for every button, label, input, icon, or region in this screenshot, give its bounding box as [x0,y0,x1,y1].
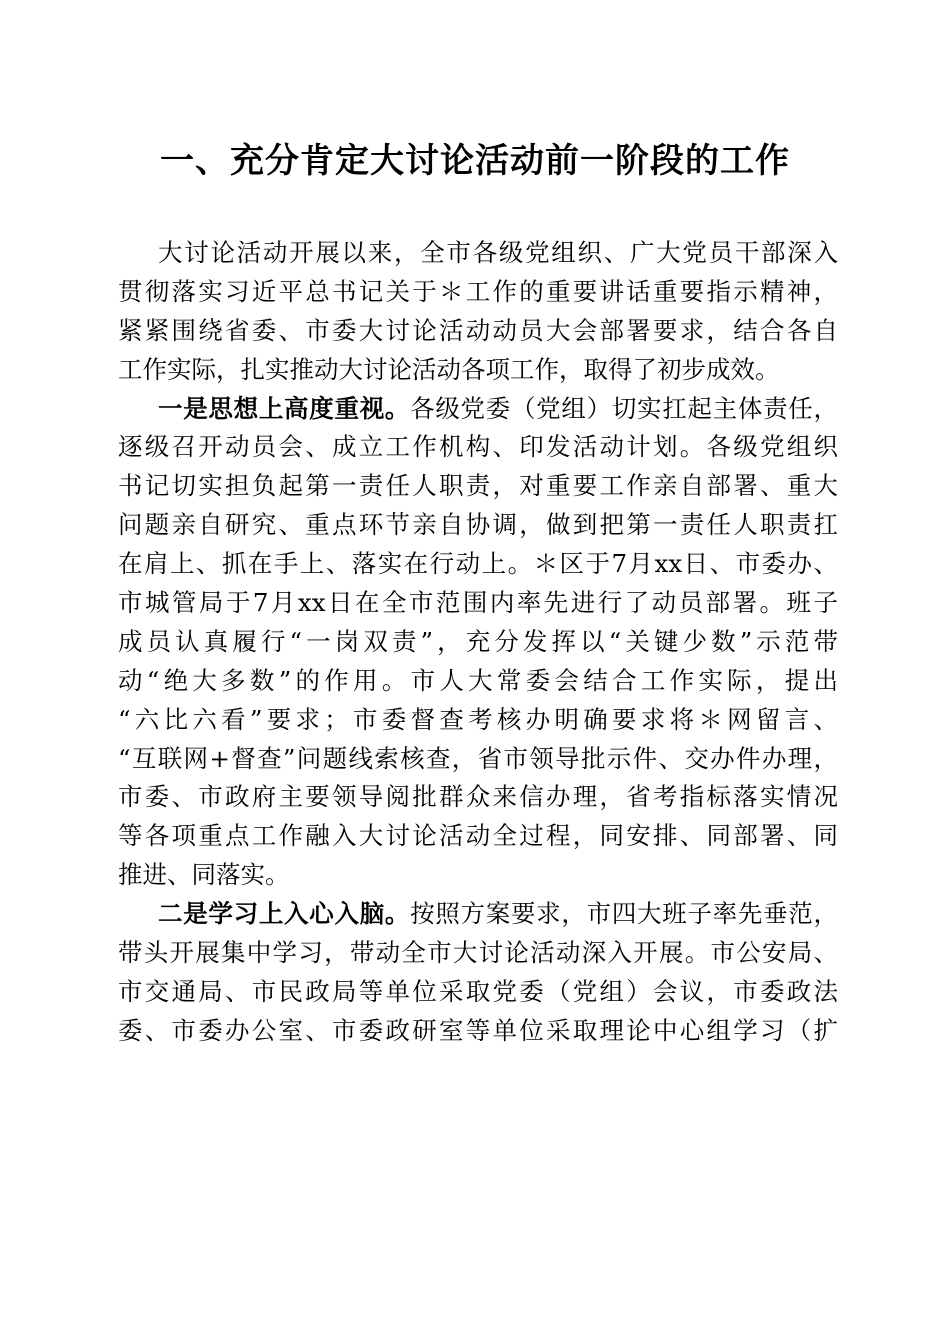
paragraph-intro [118,234,838,390]
text-line: 市交通局、市民政局等单位采取党委（党组）会议，市委政法 [118,976,838,1006]
paragraph-lead-rest: 按照方案要求，市四大班子率先垂范， [410,899,839,929]
section-heading: 一、充分肯定大讨论活动前一阶段的工作 [160,141,790,181]
text-line: 成员认真履行“一岗双责”，充分发挥以“关键少数”示范带 [118,626,838,656]
text-line: 市委、市政府主要领导阅批群众来信办理，省考指标落实情况 [118,782,838,812]
text-line: 问题亲自研究、重点环节亲自协调，做到把第一责任人职责扛 [118,510,838,540]
text-line: 紧紧围绕省委、市委大讨论活动动员大会部署要求，结合各自 [118,315,838,345]
paragraph-thought [118,390,838,896]
text-line: 带头开展集中学习，带动全市大讨论活动深入开展。市公安局、 [118,938,838,968]
text-line: 市城管局于7月xx日在全市范围内率先进行了动员部署。班子 [118,588,838,618]
text-line: 贯彻落实习近平总书记关于＊工作的重要讲话重要指示精神， [118,276,838,306]
text-line [118,895,838,934]
text-line [118,390,838,429]
text-line: 等各项重点工作融入大讨论活动全过程，同安排、同部署、同 [118,821,838,851]
text-line: 逐级召开动员会、成立工作机构、印发活动计划。各级党组织 [118,432,838,462]
paragraph-lead: 二是学习上入心入脑。 [158,899,411,929]
text-line: 委、市委办公室、市委政研室等单位采取理论中心组学习（扩 [118,1015,838,1045]
text-line: 动“绝大多数”的作用。市人大常委会结合工作实际，提出 [118,665,838,695]
text-line: 书记切实担负起第一责任人职责，对重要工作亲自部署、重大 [118,471,838,501]
text-line: 大讨论活动开展以来，全市各级党组织、广大党员干部深入 [158,238,838,267]
paragraph-lead-rest: 各级党委（党组）切实扛起主体责任， [410,393,839,423]
text-line: 推进、同落实。 [118,860,290,890]
text-line: 工作实际，扎实推动大讨论活动各项工作，取得了初步成效。 [118,354,780,384]
text-line: 在肩上、抓在手上、落实在行动上。＊区于7月xx日、市委办、 [118,549,838,579]
text-line: “互联网+督查”问题线索核查，省市领导批示件、交办件办理， [118,743,838,773]
text-line: “六比六看”要求；市委督查考核办明确要求将＊网留言、 [118,704,838,734]
paragraph-study [118,895,838,1051]
paragraph-lead: 一是思想上高度重视。 [158,393,411,423]
document-body [118,234,838,1051]
